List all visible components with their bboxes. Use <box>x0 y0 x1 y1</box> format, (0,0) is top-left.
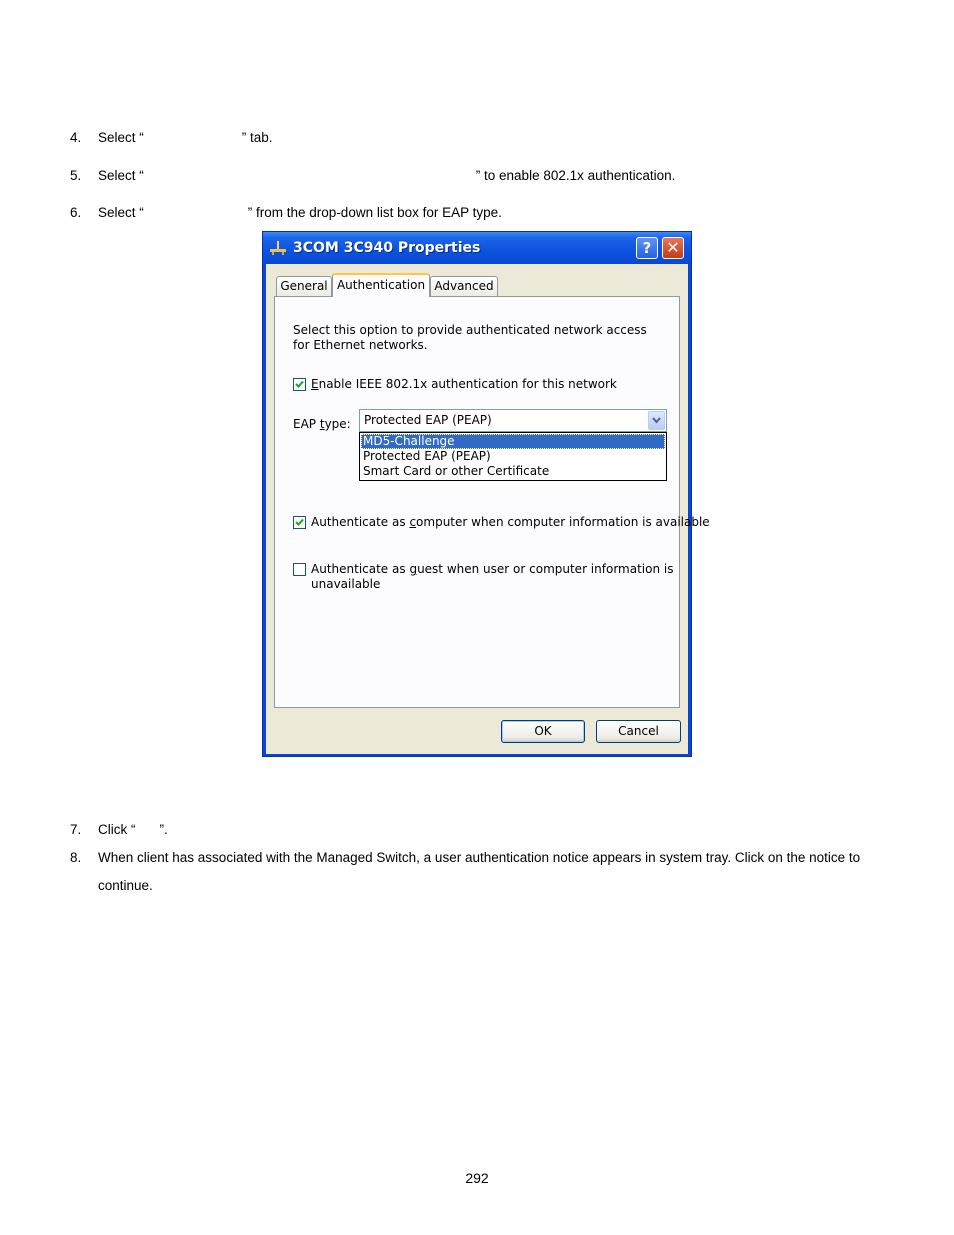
cancel-button[interactable]: Cancel <box>596 720 681 743</box>
option-smart-card[interactable]: Smart Card or other Certificate <box>363 464 550 478</box>
dialog-title: 3COM 3C940 Properties <box>293 240 481 256</box>
description-text: Select this option to provide authenticated network access for Ethernet networks. <box>293 323 647 352</box>
checkmark-icon <box>295 518 304 527</box>
dialog-body <box>266 264 710 754</box>
eap-type-options <box>359 432 667 481</box>
tab-authentication[interactable]: Authentication <box>332 273 430 297</box>
checkmark-icon <box>295 380 304 389</box>
auth-computer-checkbox[interactable] <box>293 516 306 529</box>
enable-8021x-label[interactable]: Enable IEEE 802.1x authentication for this network <box>311 377 617 391</box>
help-icon: ? <box>642 239 652 257</box>
step-text: Select “ ” to enable 802.1x authentication. <box>98 168 676 183</box>
title-bar[interactable] <box>263 232 691 264</box>
auth-guest-label[interactable]: Authenticate as guest when user or computer information is unavailable <box>311 562 674 591</box>
page-number: 292 <box>465 1170 489 1186</box>
close-button[interactable] <box>662 237 684 259</box>
step-number: 6. <box>70 205 82 220</box>
step-text: Select “ ” tab. <box>98 130 273 145</box>
eap-type-value: Protected EAP (PEAP) <box>364 413 492 427</box>
step-number: 4. <box>70 130 82 145</box>
enable-8021x-checkbox[interactable] <box>293 378 306 391</box>
properties-dialog <box>262 231 710 757</box>
option-md5-challenge[interactable]: MD5-Challenge <box>361 434 665 449</box>
network-adapter-icon <box>269 240 287 256</box>
close-icon: ✕ <box>666 238 680 257</box>
tab-general[interactable]: General <box>276 276 332 296</box>
ok-button[interactable]: OK <box>501 720 585 743</box>
step-number: 8. <box>70 850 82 865</box>
tab-advanced[interactable]: Advanced <box>430 276 498 296</box>
eap-type-select[interactable] <box>359 409 667 432</box>
option-protected-eap[interactable]: Protected EAP (PEAP) <box>363 449 491 463</box>
eap-type-label: EAP type: <box>293 417 351 431</box>
step-text: Click “ ”. <box>98 822 168 837</box>
help-button[interactable] <box>636 237 658 259</box>
dropdown-button[interactable] <box>648 411 665 430</box>
chevron-down-icon <box>652 417 661 424</box>
auth-guest-checkbox[interactable] <box>293 563 306 576</box>
step-text: When client has associated with the Managed Switch, a user authentication notice appears in system tray. Click on the notice to continue. <box>98 850 861 893</box>
authentication-panel <box>274 296 710 708</box>
step-text: Select “ ” from the drop-down list box for EAP type. <box>98 205 502 220</box>
step-number: 7. <box>70 822 82 837</box>
auth-computer-label[interactable]: Authenticate as computer when computer information is available <box>311 515 710 529</box>
step-number: 5. <box>70 168 82 183</box>
